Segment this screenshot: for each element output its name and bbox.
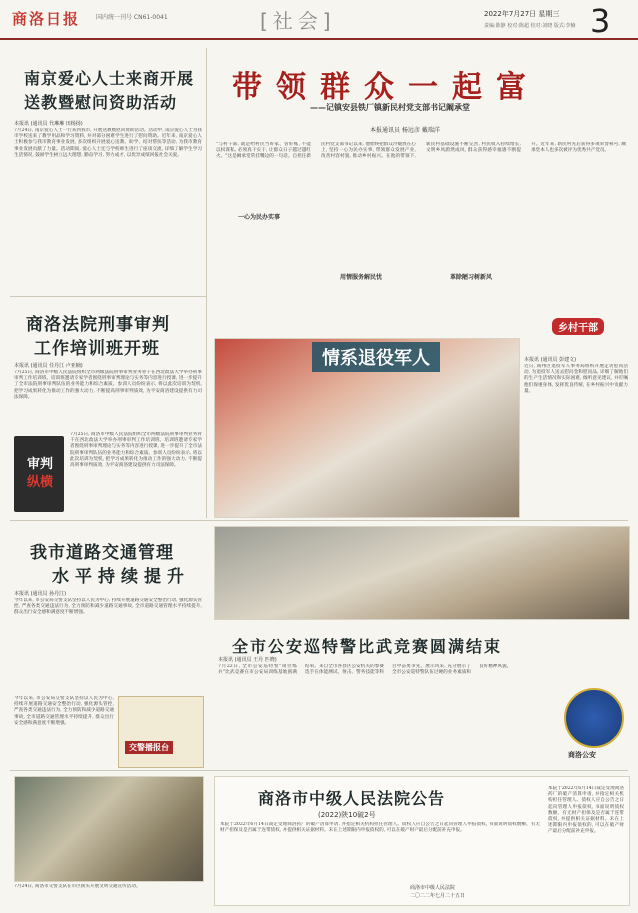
notice-case-number: (2022)陕10破2号	[318, 811, 376, 819]
article-byline: 本报讯 (通讯员 王丹 匹晓)	[218, 657, 277, 663]
photo-caption: 7月24日, 商洛市交警支队在市区街头开展文明交通宣传活动。	[14, 884, 141, 889]
article-body-continued: 7月25日, 商洛市中级人民法院组织全市两级法院刑事审判业务骨干在西北政法大学举办刑事审判工作培训班。培训班邀请专家学者围绕刑事审判理论与实务等内容进行授课, 进一步提升了全市法院刑事审判队伍的业务能力和综合素质。参训人员纷纷表示, 将以此次培训为契机, 把学习成果转化为推动工作的强大动力, 不断提高刑事审判质效, 为平安商洛建设提供有力司法保障。	[70, 432, 202, 469]
page-number: 3	[590, 2, 611, 40]
article-subtitle: ——记镇安县铁厂镇新民村党支部书记阚承堂	[310, 103, 470, 112]
police-logo-label: 商洛公安	[568, 751, 596, 759]
article-body: 今年以来, 市公安局交警支队坚持以人民为中心, 持续开展道路交通安全整治行动, 强化源头管控, 严查各类交通违法行为, 全力预防和减少道路交通事故, 全市道路交通管理水平持续提升, 群众出行安全感和满意度不断增强。	[14, 598, 202, 616]
article-byline: 本报讯 (通讯员 任丹江 卢亚楠)	[14, 363, 83, 369]
judge-logo: 审判 纵横	[26, 457, 53, 490]
article-headline: 全市公安巡特警比武竞赛圆满结束	[232, 637, 503, 656]
article-body: 7月25日, 商洛市中级人民法院组织全市两级法院刑事审判业务骨干在西北政法大学举办刑事审判工作培训班。培训班邀请专家学者围绕刑事审判理论与实务等内容进行授课, 进一步提升了全市法院刑事审判队伍的业务能力和综合素质。参训人员纷纷表示, 将以此次培训为契机, 把学习成果转化为推动工作的强大动力, 不断提高刑事审判质效, 为平安商洛建设提供有力司法保障。	[14, 370, 202, 400]
section-heading: 革除陋习树新风	[450, 274, 493, 281]
article-title-line1: 南京爱心人士来商开展	[24, 69, 195, 88]
notice-body: 本院于2022年6月14日裁定受理商洛药厂的破产清算申请, 并指定相关机构担任管理人。债权人应自公告之日起向管理人申报债权, 书面说明债权数额、有无财产担保及是否属于连带债权, 并提供相关证据材料。未在上述期限内申报债权的, 可以在破产财产最后分配前补充申报。	[220, 822, 540, 834]
row-divider	[10, 296, 206, 297]
traffic-photo	[14, 776, 204, 882]
article-byline: 本报讯 (通讯员 代琳琳 田杨扬)	[14, 121, 83, 127]
article-byline: 本报讯 (通讯员 彭建文)	[524, 357, 577, 363]
article-title-line2: 送教暨慰问资助活动	[24, 93, 178, 112]
notice-date: 二〇二二年七月二十五日	[410, 893, 466, 899]
column-divider	[206, 48, 207, 518]
issue-number: 国内统一刊号 CN61-0041	[96, 14, 168, 21]
article-body: 近日, 商州区退役军人事务局组织开展走访慰问活动, 为退役军人送去慰问金和慰问品, 详细了解他们的生产生活情况和实际困难, 倾听意见建议, 并叮嘱他们保重身体, 发挥优良传统, 在乡村振兴中贡献力量。	[524, 364, 628, 394]
traffic-badge-box	[118, 696, 204, 768]
article-headline: 带领群众一起富	[232, 70, 540, 105]
article-headline: 情系退役军人	[312, 342, 440, 372]
rural-cadre-tag: 乡村干部	[552, 318, 604, 335]
judge-logo-box	[14, 436, 64, 512]
article-byline: 本报讯 (通讯员 孙丹江)	[14, 591, 67, 597]
article-body: "与村干部, 就是给村民当好家、管好账, 不能以权谋私, 必须真干实干, 让群众日子越过越红火。"这是阚承堂常挂嘴边的一句话。自担任新民村党支部书记以来, 他始终把群众冷暖放在心上, 坚持一心为民办实事, 带领群众发展产业, 改善村容村貌, 推动乡村振兴。在他的带领下, 新民村基础设施不断完善, 村民收入持续增长, 文明乡风蔚然成风, 群众获得感幸福感不断提升。近年来, 新民村先后获得多项荣誉称号, 阚承堂本人也多次被评为优秀共产党员。	[216, 142, 626, 160]
editors-line: 责编:陈静 校对:陈超 校对:刘晓 版式:李楠	[484, 23, 576, 29]
article-title-line1: 我市道路交通管理	[30, 543, 174, 563]
police-emblem-icon	[564, 688, 624, 748]
section-heading: 一心为民办实事	[238, 214, 281, 221]
police-photo	[214, 526, 630, 620]
notice-side-column: 本院于2022年6月14日裁定受理商洛药厂的破产清算申请, 并指定相关机构担任管理人。债权人应自公告之日起向管理人申报债权, 书面说明债权数额、有无财产担保及是否属于连带债权, 并提供相关证据材料。未在上述期限内申报债权的, 可以在破产财产最后分配前补充申报。	[548, 786, 624, 835]
section-title: [社会]	[260, 9, 336, 33]
row-divider	[10, 520, 628, 521]
article-byline: 本报通讯员 杨远彦 戴瑞洋	[370, 127, 440, 134]
newspaper-brand: 商洛日报	[12, 10, 81, 28]
traffic-badge: 交警播报台	[125, 741, 173, 754]
date-line: 2022年7月27日 星期三	[484, 10, 560, 18]
row-divider	[10, 770, 628, 771]
article-title-line2: 水平持续提升	[52, 567, 190, 587]
notice-court: 商洛市中级人民法院	[410, 885, 456, 891]
notice-title: 商洛市中级人民法院公告	[258, 789, 446, 808]
article-body: 7月24日, 南京爱心人士一行来到我市, 开展送教暨慰问资助活动。活动中, 南京爱心人士为我市学校送来了教学用品和学习资料, 并对部分困难学生进行了慰问资助。近年来, 南京爱心人士积极参与我市教育事业发展, 多次组织开展爱心送教、助学、结对帮扶等活动, 为我市教育事业发展贡献了力量。活动期间, 爱心人士还与学校师生进行了座谈交流, 详细了解学生学习生活情况, 鼓励学生树立远大理想, 勤奋学习, 努力成才, 以优异成绩回报社会关爱。	[14, 128, 202, 158]
article-title-line1: 商洛法院刑事审判	[26, 315, 170, 335]
section-heading: 用情服务解民忧	[340, 274, 383, 281]
article-body: 7月22日, 全市公安巡特警"岗位练兵"比武竞赛在市公安局训练基地圆满结束。来自全市各县区公安机关的参赛选手在体能测试、射击、警务技能等科目中奋勇争先、展示风采, 充分展示了全市公安巡特警队伍过硬的业务素质和良好精神风貌。	[218, 664, 512, 676]
article-body-continued: 今年以来, 市公安局交警支队坚持以人民为中心, 持续开展道路交通安全整治行动, 强化源头管控, 严查各类交通违法行为, 全力预防和减少道路交通事故, 全市道路交通管理水平持续提升, 群众出行安全感和满意度不断增强。	[14, 696, 114, 726]
article-title-line2: 工作培训班开班	[34, 339, 160, 359]
